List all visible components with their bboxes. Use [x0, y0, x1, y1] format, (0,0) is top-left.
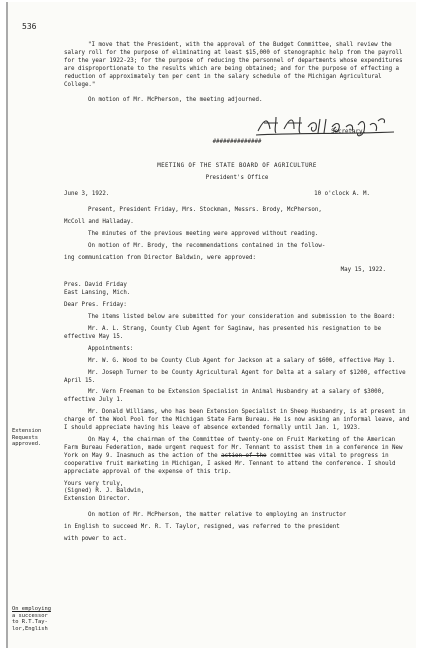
letter-signed-title: Extension Director. — [64, 496, 131, 503]
turner-appointment: Mr. Joseph Turner to be County Agricultural Agent for Delta at a salary of $1200, effective April 15. — [64, 369, 406, 384]
letter-signed-name: (Signed) R. J. Baldwin, — [64, 488, 145, 495]
final-motion-line: in English to succeed Mr. R. T. Taylor, resigned, was referred to the president — [64, 524, 340, 531]
wood-appointment: Mr. W. G. Wood to be County Club Agent for Jackson at a salary of $600, effective May 1. — [88, 357, 396, 364]
meeting-date: June 3, 1922. — [64, 191, 110, 198]
document-body — [64, 42, 410, 544]
final-motion-line: with power to act. — [64, 536, 127, 543]
document-page — [6, 2, 416, 648]
margin-note-line: On employing — [12, 606, 51, 612]
addressee-city: East Lansing, Mich. — [64, 290, 131, 297]
final-motion-line: On motion of Mr. McPherson, the matter relative to employing an instructor — [88, 512, 347, 519]
margin-note-line: Extension — [12, 428, 42, 434]
letter-closing: Yours very truly, — [64, 480, 124, 487]
struck-text: action of the — [221, 452, 267, 459]
margin-note-line: to R.T.Tay- — [12, 619, 48, 626]
adjourn-line: On motion of Mr. McPherson, the meeting adjourned. — [88, 97, 263, 104]
meeting-time: 10 o'clock A. M. — [314, 191, 370, 198]
meeting-location: President's Office — [205, 175, 269, 182]
budget-motion: "I move that the President, with the approval of the Budget Committee, shall review the salary roll for the purpose of eliminating at least $15,000 of stenographic help from the payroll for the year 1922-23; for the purpose of reducing the personnel of departments whose expenditures are disproportionate to the results which are being obtained; and for the purpose of effecting a reduction of approximately ten per cent in the salary schedule of the Michigan Agricultural College." — [64, 42, 403, 88]
margin-note-line: a successor — [12, 612, 48, 619]
margin-note-extension — [12, 428, 62, 448]
margin-note-line: Requests — [12, 434, 38, 441]
salutation: Dear Pres. Friday: — [64, 302, 127, 309]
separator: ############## — [212, 139, 262, 146]
letter-intro: The items listed below are submitted for your consideration and submission to the Board: — [88, 314, 396, 321]
secretary-signature-block — [254, 113, 410, 139]
present-line: Present, President Friday, Mrs. Stockman, Messrs. Brody, McPherson, — [88, 206, 322, 213]
handwritten-signature — [254, 113, 404, 139]
appointments-label: Appointments: — [88, 345, 134, 352]
present-line: McColl and Halladay. — [64, 218, 134, 225]
margin-note-line: approved. — [12, 441, 42, 448]
minutes-line: The minutes of the previous meeting were approved without reading. — [88, 230, 319, 237]
addressee-name: Pres. David Friday — [64, 282, 127, 289]
williams-leave: Mr. Donald Williams, who has been Extension Specialist in Sheep Husbandry, is at present in charge of the Wool Pool for the Michigan State Farm Bureau. He is now asking an informal leave, and I should appreciate having his leave of absence extended formally until Jan. 1, 1923. — [64, 409, 410, 432]
margin-note-line: lor,English — [12, 625, 48, 632]
brody-motion-line: ing communication from Director Baldwin, were approved: — [64, 254, 256, 261]
page-number: 536 — [22, 22, 37, 31]
tennant-trip-text: On May 4, the chairman of the Committee of twenty-one on Fruit Marketing of the American Farm Bureau Federation, made urgent request for Mr. Tennant to assist them in a conference in New York on May 9. Inasmuch as the action of the — [64, 437, 403, 459]
secretary-title: Secretary. — [331, 129, 366, 136]
margin-note-employing — [12, 606, 62, 632]
freeman-appointment: Mr. Vern Freeman to be Extension Specialist in Animal Husbandry at a salary of $3000, effective July 1. — [64, 389, 385, 404]
brody-motion-line: On motion of Mr. Brody, the recommendations contained in the follow- — [88, 242, 326, 249]
letter-date: May 15, 1922. — [340, 266, 386, 273]
tennant-trip-text: committee was vital to progress in cooperative fruit marketing in Michigan, I asked Mr. Tennant to attend the conference. I should appreciate approval of the expense of this trip. — [64, 452, 396, 475]
tennant-trip — [64, 437, 410, 477]
meeting-title: MEETING OF THE STATE BOARD OF AGRICULTURE — [157, 163, 317, 170]
meeting-date-row — [64, 191, 410, 199]
strang-resignation: Mr. A. L. Strang, County Club Agent for Saginaw, has presented his resignation to be effective May 15. — [64, 326, 382, 340]
